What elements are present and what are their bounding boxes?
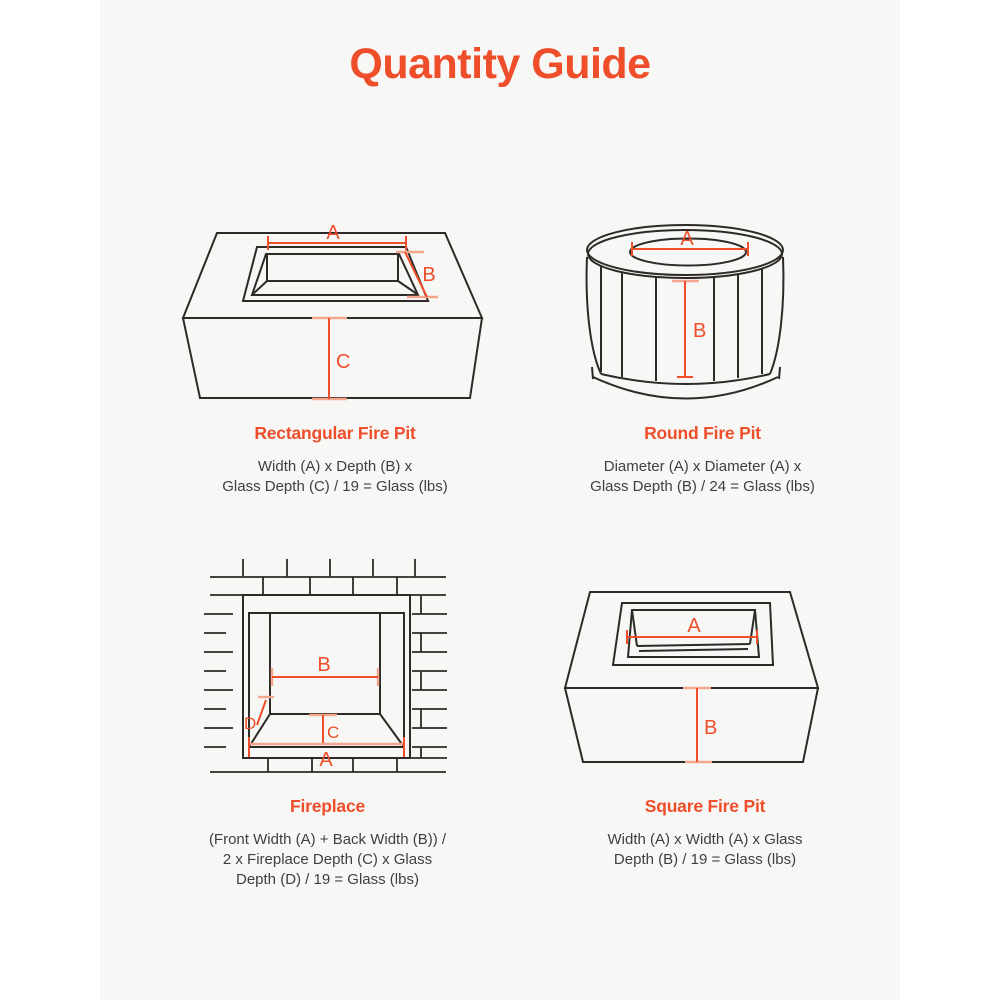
dim-label-c: C bbox=[327, 723, 340, 742]
diagram-rectangular-fire-pit bbox=[160, 215, 500, 410]
formula-line: (Front Width (A) + Back Width (B)) / bbox=[208, 831, 447, 848]
rectangular-pit-dimensions bbox=[268, 222, 438, 399]
dim-label-a: A bbox=[687, 615, 701, 637]
round-pit-dimensions bbox=[632, 228, 748, 377]
dim-label-a: A bbox=[680, 228, 694, 250]
formula-line: 2 x Fireplace Depth (C) x Glass bbox=[222, 851, 433, 868]
dim-label-b: B bbox=[704, 717, 718, 739]
formula-line: Diameter (A) x Diameter (A) x bbox=[603, 458, 802, 475]
section-heading-rectangular: Rectangular Fire Pit bbox=[254, 423, 416, 443]
diagram-round-fire-pit bbox=[575, 218, 805, 408]
rectangular-pit-line-art bbox=[183, 233, 482, 398]
formula-line: Width (A) x Depth (B) x bbox=[257, 458, 413, 475]
formula-line: Depth (B) / 19 = Glass (lbs) bbox=[613, 851, 797, 868]
dim-line-b bbox=[677, 281, 693, 377]
section-rectangular-fire-pit bbox=[135, 423, 535, 497]
diagram-square-fire-pit bbox=[555, 583, 825, 770]
dim-label-a: A bbox=[319, 749, 333, 771]
section-heading-fireplace: Fireplace bbox=[289, 796, 366, 816]
section-square-fire-pit bbox=[510, 796, 900, 870]
section-heading-square: Square Fire Pit bbox=[644, 796, 766, 816]
dim-label-b: B bbox=[317, 654, 331, 676]
section-fireplace bbox=[130, 796, 525, 890]
formula-line: Glass Depth (B) / 24 = Glass (lbs) bbox=[590, 478, 815, 495]
section-round-fire-pit bbox=[510, 423, 895, 497]
dim-label-a: A bbox=[326, 222, 340, 244]
dim-label-c: C bbox=[336, 351, 351, 373]
page-title: Quantity Guide bbox=[349, 40, 651, 88]
formula-line: Depth (D) / 19 = Glass (lbs) bbox=[236, 871, 419, 888]
formula-line: Width (A) x Width (A) x Glass bbox=[607, 831, 803, 848]
diagram-fireplace bbox=[200, 548, 455, 780]
dim-label-b: B bbox=[422, 264, 436, 286]
dim-label-d: D bbox=[244, 714, 257, 733]
section-heading-round: Round Fire Pit bbox=[644, 423, 761, 443]
formula-line: Glass Depth (C) / 19 = Glass (lbs) bbox=[222, 478, 448, 495]
dim-label-b: B bbox=[693, 320, 707, 342]
